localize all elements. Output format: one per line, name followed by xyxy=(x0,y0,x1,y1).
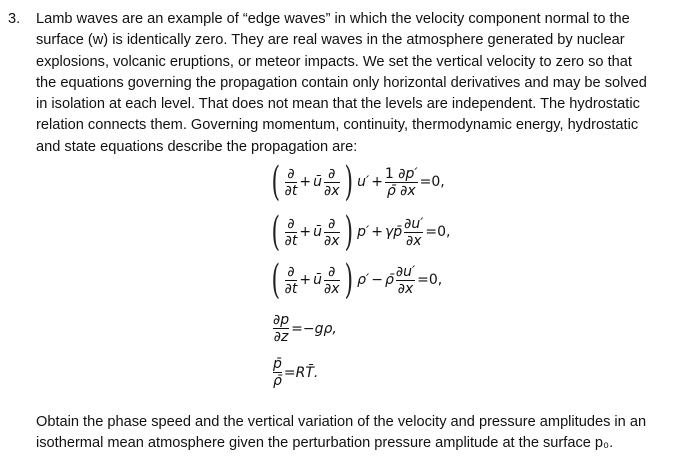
intro-line: relation connects them. Governing momentum, continuity, thermodynamic energy, hydrostatic xyxy=(36,117,639,134)
partial-t-operator: $\frac{\partial}{\partial t}$ xyxy=(284,215,298,249)
right-paren: ) xyxy=(344,257,353,303)
hydrostatic-rhs: =−gρ, xyxy=(291,320,337,337)
partial-x-operator: $\frac{\partial}{\partial x}$ xyxy=(323,263,340,297)
problem-number: 3. xyxy=(8,11,21,27)
intro-line: and state equations describe the propagation are: xyxy=(36,138,358,155)
equation-state xyxy=(272,356,319,389)
left-paren: ( xyxy=(271,159,281,205)
partial-x-operator: $\frac{\partial}{\partial x}$ xyxy=(323,165,340,199)
question-line: isothermal mean atmosphere given the perturbation pressure amplitude at the surface p₀. xyxy=(36,435,614,452)
right-paren: ) xyxy=(344,159,353,205)
divergence-term: $\frac{\partial u'}{\partial x}$ xyxy=(404,215,424,249)
state-rhs: =RT̄. xyxy=(283,364,319,381)
partial-t-operator: $\frac{\partial}{\partial t}$ xyxy=(284,165,298,199)
equation-continuity: ( $\frac{\partial}{\partial t}$ + ū $\frac{\partial}{\partial x}$ ) ρ′ − ρ̄ $\frac{\partial u'}{\partial x}$ =0, xyxy=(271,257,443,303)
equation-momentum: ( $\frac{\partial}{\partial t}$ + ū $\frac{\partial}{\partial x}$ ) u′ + $\frac{1 \partial p'}{\rhō \partial x}$ =0, xyxy=(271,159,445,205)
rho-prime: ρ′ xyxy=(357,272,370,288)
mean-rho: ρ̄ xyxy=(384,272,394,288)
pbar-over-rhobar: $\frac{p̄}{\rhō}$ xyxy=(273,356,282,389)
equals-zero: =0, xyxy=(417,272,443,288)
left-paren: ( xyxy=(271,209,281,255)
problem-question xyxy=(36,412,686,455)
equation-hydrostatic xyxy=(272,312,338,345)
partial-p-partial-z: $\frac{\partial p}{\partial z}$ xyxy=(273,312,290,345)
p-prime: p′ xyxy=(357,224,370,240)
partial-t-operator: $\frac{\partial}{\partial t}$ xyxy=(284,263,298,297)
left-paren: ( xyxy=(271,257,281,303)
divergence-term: $\frac{\partial u'}{\partial x}$ xyxy=(395,263,416,297)
equation-energy: ( $\frac{\partial}{\partial t}$ + ū $\frac{\partial}{\partial x}$ ) p′ + γp̄ $\frac{\partial u'}{\partial x}$ =0, xyxy=(271,209,451,255)
partial-x-operator: $\frac{\partial}{\partial x}$ xyxy=(323,215,340,249)
intro-line: Lamb waves are an example of “edge waves” in which the velocity component normal to the xyxy=(36,11,630,27)
intro-line: in isolation at each level. That does not mean that the levels are independent. The hydrostatic xyxy=(36,96,640,113)
problem-intro xyxy=(36,9,686,158)
gamma-pbar: γp̄ xyxy=(384,224,403,240)
right-paren: ) xyxy=(344,209,353,255)
equals-zero: =0, xyxy=(419,174,445,190)
intro-line: the equations governing the propagation contain only horizontal derivatives and may be solved xyxy=(36,74,647,91)
mean-u: ū xyxy=(313,224,322,240)
pressure-gradient-term: $\frac{1 \partial p'}{\rhō \partial x}$ xyxy=(384,165,418,199)
mean-u: ū xyxy=(313,272,322,288)
intro-line: explosions, volcanic eruptions, or meteor impacts. We set the vertical velocity to zero so that xyxy=(36,53,632,70)
equals-zero: =0, xyxy=(425,224,451,240)
mean-u: ū xyxy=(313,174,322,190)
question-line: Obtain the phase speed and the vertical variation of the velocity and pressure amplitudes in an xyxy=(36,414,647,430)
intro-line: surface (w) is identically zero. They are real waves in the atmosphere generated by nuclear xyxy=(36,32,625,49)
u-prime: u′ xyxy=(357,174,370,190)
